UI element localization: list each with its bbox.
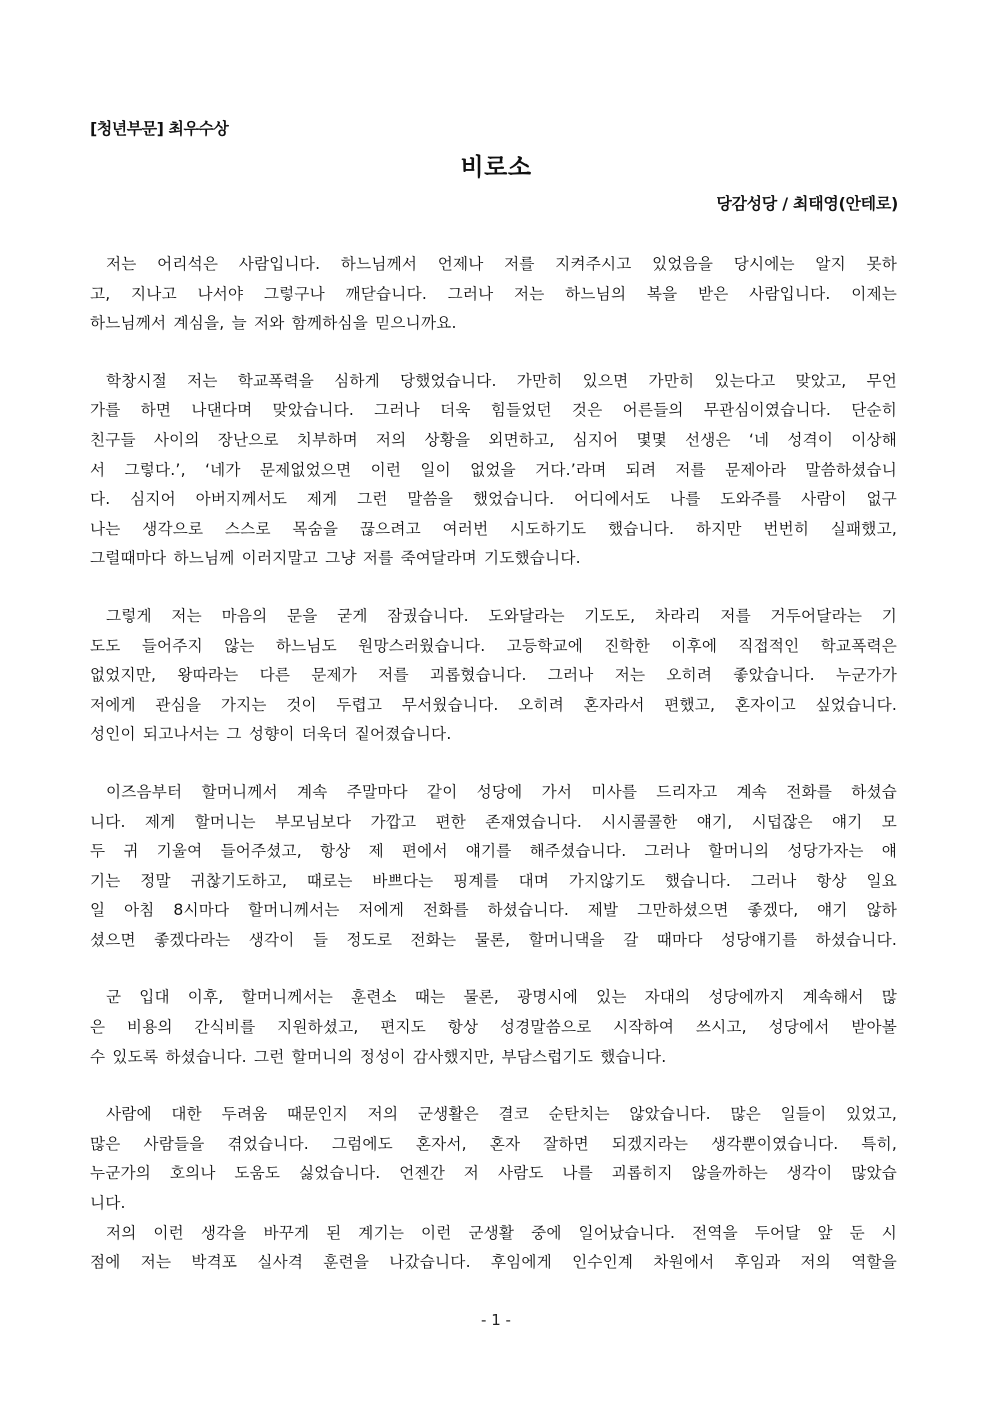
text-line: 고, 지나고 나서야 그렇구나 깨닫습니다. 그러나 저는 하느님의 복을 받은 사람입니다. 이제는	[90, 284, 897, 303]
text-line: 하느님께서 계심을, 늘 저와 함께하심을 믿으니까요.	[90, 314, 457, 333]
text-line: 그렇게 저는 마음의 문을 굳게 잠궜습니다. 도와달라는 기도도, 차라리 저를 거두어달라는 기	[106, 606, 897, 625]
paragraph	[90, 778, 897, 956]
document-title: 비로소	[460, 153, 532, 181]
text-line: 두 귀 기울여 들어주셨고, 항상 제 편에서 얘기를 해주셨습니다. 그러나 할머니의 성당가자는 얘	[90, 842, 897, 861]
text-line: 없었지만, 왕따라는 다른 문제가 저를 괴롭혔습니다. 그러나 저는 오히려 좋았습니다. 누군가가	[90, 666, 897, 685]
text-line: 이즈음부터 할머니께서 계속 주말마다 같이 성당에 가서 미사를 드리자고 계속 전화를 하셨습	[106, 782, 897, 801]
text-line: 그럴때마다 하느님께 이러지말고 그냥 저를 죽여달라며 기도했습니다.	[90, 549, 581, 568]
text-line: 사람에 대한 두려움 때문인지 저의 군생활은 결코 순탄치는 않았습니다. 많은 일들이 있었고,	[106, 1105, 897, 1124]
text-line: 학창시절 저는 학교폭력을 심하게 당했었습니다. 가만히 있으면 가만히 있는다고 맞았고, 무언	[106, 371, 897, 390]
page-number: - 1 -	[481, 1311, 511, 1329]
text-line: 친구들 사이의 장난으로 치부하며 저의 상황을 외면하고, 심지어 몇몇 선생은 ‘네 성격이 이상해	[90, 430, 897, 449]
text-line: 군 입대 이후, 할머니께서는 훈련소 때는 물론, 광명시에 있는 자대의 성당에까지 계속해서 많	[106, 988, 897, 1007]
text-line: 저의 이런 생각을 바꾸게 된 계기는 이런 군생활 중에 일어났습니다. 전역을 두어달 앞 둔 시	[106, 1223, 897, 1242]
paragraph	[90, 602, 897, 750]
text-line: 다. 심지어 아버지께서도 제게 그런 말씀을 했었습니다. 어디에서도 나를 도와주를 사람이 없구	[90, 490, 897, 509]
text-line: 셨으면 좋겠다라는 생각이 들 정도로 전화는 물론, 할머니댁을 갈 때마다 성당얘기를 하셨습니다.	[90, 930, 897, 949]
document-body	[90, 250, 897, 1278]
text-line: 서 그렇다.’, ‘네가 문제없었으면 이런 일이 없었을 거다.’라며 되려 저를 문제아라 말씀하셨습니	[90, 460, 897, 479]
paragraph	[90, 250, 897, 339]
text-line: 니다.	[90, 1194, 126, 1213]
paragraph	[90, 1100, 897, 1218]
paragraph	[90, 1219, 897, 1278]
text-line: 저는 어리석은 사람입니다. 하느님께서 언제나 저를 지켜주시고 있었음을 당시에는 알지 못하	[106, 255, 897, 273]
text-line: 수 있도록 하셨습니다. 그런 할머니의 정성이 감사했지만, 부담스럽기도 했습니다.	[90, 1047, 667, 1066]
text-line: 많은 사람들을 겪었습니다. 그럼에도 혼자서, 혼자 잘하면 되겠지라는 생각뿐이였습니다. 특히,	[90, 1134, 897, 1153]
author-line: 당감성당 / 최태영(안테로)	[716, 194, 898, 213]
text-line: 은 비용의 간식비를 지원하셨고, 편지도 항상 성경말씀으로 시작하여 쓰시고, 성당에서 받아볼	[90, 1018, 897, 1037]
paragraph	[90, 983, 897, 1072]
award-category: [청년부문] 최우수상	[90, 119, 229, 138]
paragraph	[90, 367, 897, 574]
text-line: 점에 저는 박격포 실사격 훈련을 나갔습니다. 후임에게 인수인계 차원에서 후임과 저의 역할을	[90, 1253, 897, 1272]
text-line: 기는 정말 귀찮기도하고, 때로는 바쁘다는 핑계를 대며 가지않기도 했습니다. 그러나 항상 일요	[90, 871, 897, 890]
text-line: 저에게 관심을 가지는 것이 두렵고 무서웠습니다. 오히려 혼자라서 편했고, 혼자이고 싶었습니다.	[90, 695, 897, 714]
text-line: 누군가의 호의나 도움도 싫었습니다. 언젠간 저 사람도 나를 괴롭히지 않을까하는 생각이 많았습	[90, 1164, 897, 1183]
text-line: 도도 들어주지 않는 하느님도 원망스러웠습니다. 고등학교에 진학한 이후에 직접적인 학교폭력은	[90, 636, 897, 655]
text-line: 일 아침 8시마다 할머니께서는 저에게 전화를 하셨습니다. 제발 그만하셨으면 좋겠다, 얘기 않하	[90, 901, 897, 920]
text-line: 가를 하면 나댄다며 맞았습니다. 그러나 더욱 힘들었던 것은 어른들의 무관심이였습니다. 단순히	[90, 401, 897, 420]
text-line: 니다. 제게 할머니는 부모님보다 가깝고 편한 존재였습니다. 시시콜콜한 얘기, 시덥잖은 얘기 모	[90, 812, 897, 831]
text-line: 나는 생각으로 스스로 목숨을 끊으려고 여러번 시도하기도 했습니다. 하지만 번번히 실패했고,	[90, 519, 897, 538]
text-line: 성인이 되고나서는 그 성향이 더욱더 짙어졌습니다.	[90, 725, 452, 744]
